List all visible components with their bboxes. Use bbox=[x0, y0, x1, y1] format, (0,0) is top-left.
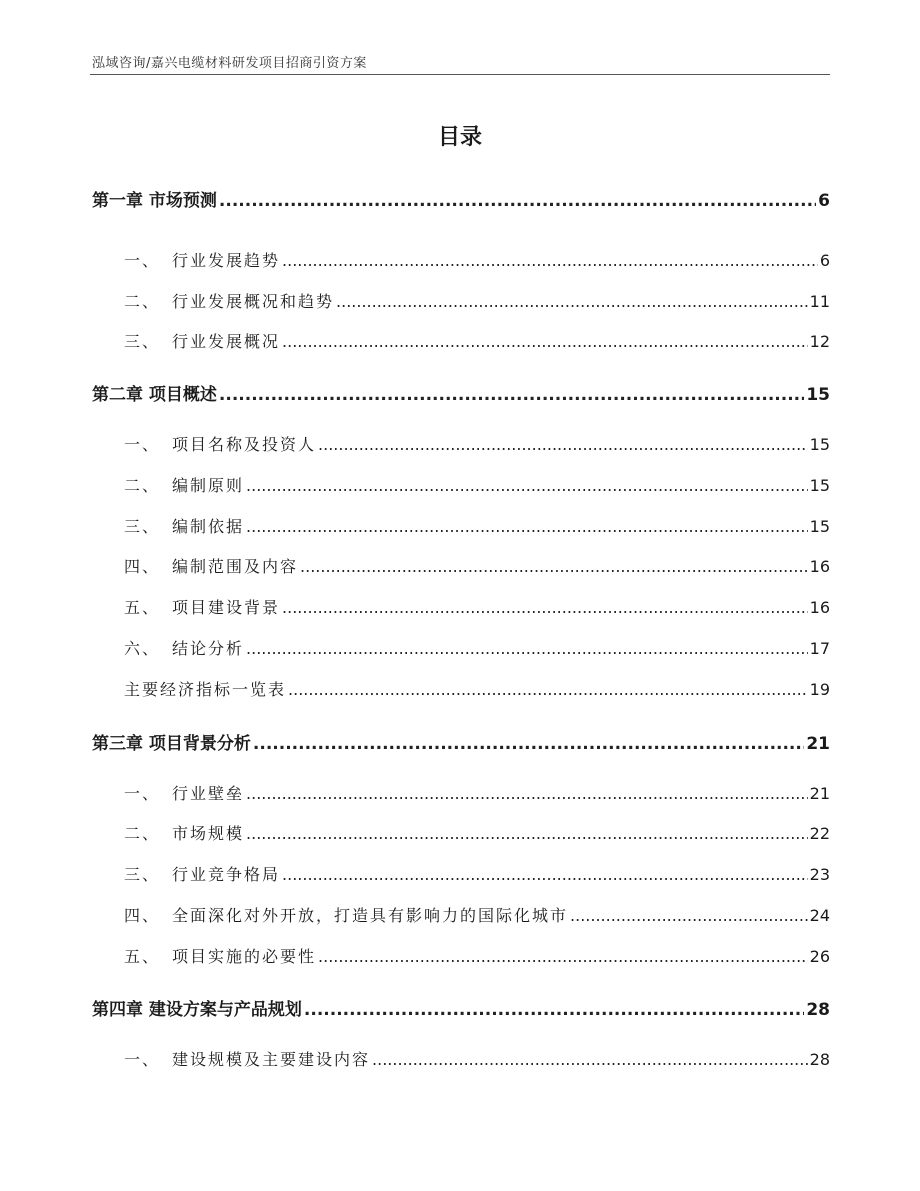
toc-section[interactable] bbox=[92, 248, 830, 271]
toc-leader-dots bbox=[282, 598, 808, 617]
toc-leader-dots bbox=[219, 385, 804, 405]
toc-section[interactable] bbox=[92, 595, 830, 618]
toc-page-number: 15 bbox=[809, 517, 830, 536]
toc-section[interactable] bbox=[92, 329, 830, 352]
toc-leader-dots bbox=[246, 517, 808, 536]
toc-entry-label: 第二章 项目概述 bbox=[92, 385, 217, 405]
toc-entry-label: 建设规模及主要建设内容 bbox=[172, 1050, 371, 1069]
toc-page-number: 6 bbox=[819, 251, 830, 270]
toc-section-number: 三、 bbox=[124, 332, 161, 351]
toc-chapter-1[interactable] bbox=[92, 186, 830, 211]
toc-leader-dots bbox=[282, 332, 808, 351]
toc-entry-label: 编制依据 bbox=[172, 517, 245, 536]
toc-page-number: 26 bbox=[809, 947, 830, 966]
toc-entry-label: 行业发展概况和趋势 bbox=[172, 292, 335, 311]
toc-page-number: 15 bbox=[806, 385, 830, 405]
toc-entry-label: 第三章 项目背景分析 bbox=[92, 734, 251, 754]
toc-section-number: 四、 bbox=[124, 557, 161, 576]
toc-leader-dots bbox=[336, 292, 808, 311]
header-rule bbox=[90, 74, 830, 75]
toc-entry-label: 编制原则 bbox=[172, 476, 245, 495]
toc-entry-label: 全面深化对外开放，打造具有影响力的国际化城市 bbox=[172, 906, 569, 925]
toc-entry-label: 行业竞争格局 bbox=[172, 865, 281, 884]
toc-section-number: 三、 bbox=[124, 517, 161, 536]
toc-entry-label: 项目实施的必要性 bbox=[172, 947, 317, 966]
toc-entry-label: 行业发展概况 bbox=[172, 332, 281, 351]
toc-section-number: 二、 bbox=[124, 292, 161, 311]
toc-leader-dots bbox=[246, 784, 808, 803]
toc-leader-dots bbox=[288, 680, 808, 699]
toc-section[interactable] bbox=[92, 289, 830, 312]
toc-section-number: 五、 bbox=[124, 947, 161, 966]
toc-page-number: 22 bbox=[809, 824, 830, 843]
toc-section[interactable] bbox=[92, 1047, 830, 1070]
toc-section-number: 六、 bbox=[124, 639, 161, 658]
toc-page-number: 15 bbox=[809, 476, 830, 495]
toc-leader-dots bbox=[246, 824, 808, 843]
toc-section-number: 一、 bbox=[124, 435, 161, 454]
toc-leader-dots bbox=[219, 191, 816, 211]
toc-page-number: 23 bbox=[809, 865, 830, 884]
toc-section[interactable] bbox=[92, 514, 830, 537]
toc-section[interactable] bbox=[92, 862, 830, 885]
toc-page-number: 16 bbox=[809, 557, 830, 576]
toc-leader-dots bbox=[300, 557, 808, 576]
toc-section-number: 四、 bbox=[124, 906, 161, 925]
toc-section-number: 一、 bbox=[124, 251, 161, 270]
toc-leader-dots bbox=[282, 865, 808, 884]
toc-leader-dots bbox=[304, 1000, 804, 1020]
toc-entry-label: 项目建设背景 bbox=[172, 598, 281, 617]
toc-section[interactable] bbox=[92, 677, 830, 700]
toc-section[interactable] bbox=[92, 821, 830, 844]
toc-section[interactable] bbox=[92, 554, 830, 577]
toc-section[interactable] bbox=[92, 473, 830, 496]
toc-section-number: 二、 bbox=[124, 476, 161, 495]
toc-page-number: 16 bbox=[809, 598, 830, 617]
toc-entry-label: 项目名称及投资人 bbox=[172, 435, 317, 454]
toc-title: 目录 bbox=[437, 125, 482, 150]
toc-page-number: 21 bbox=[809, 784, 830, 803]
toc-section-number: 五、 bbox=[124, 598, 161, 617]
toc-page-number: 17 bbox=[809, 639, 830, 658]
toc-chapter-4[interactable] bbox=[92, 995, 830, 1020]
toc-leader-dots bbox=[246, 639, 808, 658]
toc-leader-dots bbox=[282, 251, 818, 270]
toc-entry-label: 主要经济指标一览表 bbox=[124, 680, 287, 699]
toc-section-number: 一、 bbox=[124, 784, 161, 803]
toc-entry-label: 编制范围及内容 bbox=[172, 557, 299, 576]
toc-page-number: 28 bbox=[809, 1050, 830, 1069]
toc-leader-dots bbox=[318, 435, 808, 454]
toc-page-number: 19 bbox=[809, 680, 830, 699]
toc-entry-label: 结论分析 bbox=[172, 639, 245, 658]
toc-section[interactable] bbox=[92, 781, 830, 804]
toc-entry-label: 第四章 建设方案与产品规划 bbox=[92, 1000, 302, 1020]
toc-leader-dots bbox=[570, 906, 808, 925]
toc-leader-dots bbox=[372, 1050, 808, 1069]
toc-entry-label: 第一章 市场预测 bbox=[92, 191, 217, 211]
toc-page-number: 6 bbox=[818, 191, 830, 211]
toc-leader-dots bbox=[253, 734, 804, 754]
toc-chapter-2[interactable] bbox=[92, 380, 830, 405]
toc-entry-label: 行业壁垒 bbox=[172, 784, 245, 803]
toc-page-number: 11 bbox=[809, 292, 830, 311]
toc-page-number: 21 bbox=[806, 734, 830, 754]
toc-page-number: 12 bbox=[809, 332, 830, 351]
toc-leader-dots bbox=[318, 947, 808, 966]
toc-chapter-3[interactable] bbox=[92, 729, 830, 754]
toc-entry-label: 行业发展趋势 bbox=[172, 251, 281, 270]
toc-section[interactable] bbox=[92, 903, 830, 926]
toc-section-number: 一、 bbox=[124, 1050, 161, 1069]
toc-page-number: 28 bbox=[806, 1000, 830, 1020]
toc-page-number: 24 bbox=[809, 906, 830, 925]
document-header: 泓域咨询/嘉兴电缆材料研发项目招商引资方案 bbox=[92, 56, 367, 71]
toc-leader-dots bbox=[246, 476, 808, 495]
toc-section-number: 二、 bbox=[124, 824, 161, 843]
toc-entry-label: 市场规模 bbox=[172, 824, 245, 843]
toc-section[interactable] bbox=[92, 636, 830, 659]
toc-section[interactable] bbox=[92, 432, 830, 455]
toc-page-number: 15 bbox=[809, 435, 830, 454]
toc-section[interactable] bbox=[92, 944, 830, 967]
toc-section-number: 三、 bbox=[124, 865, 161, 884]
